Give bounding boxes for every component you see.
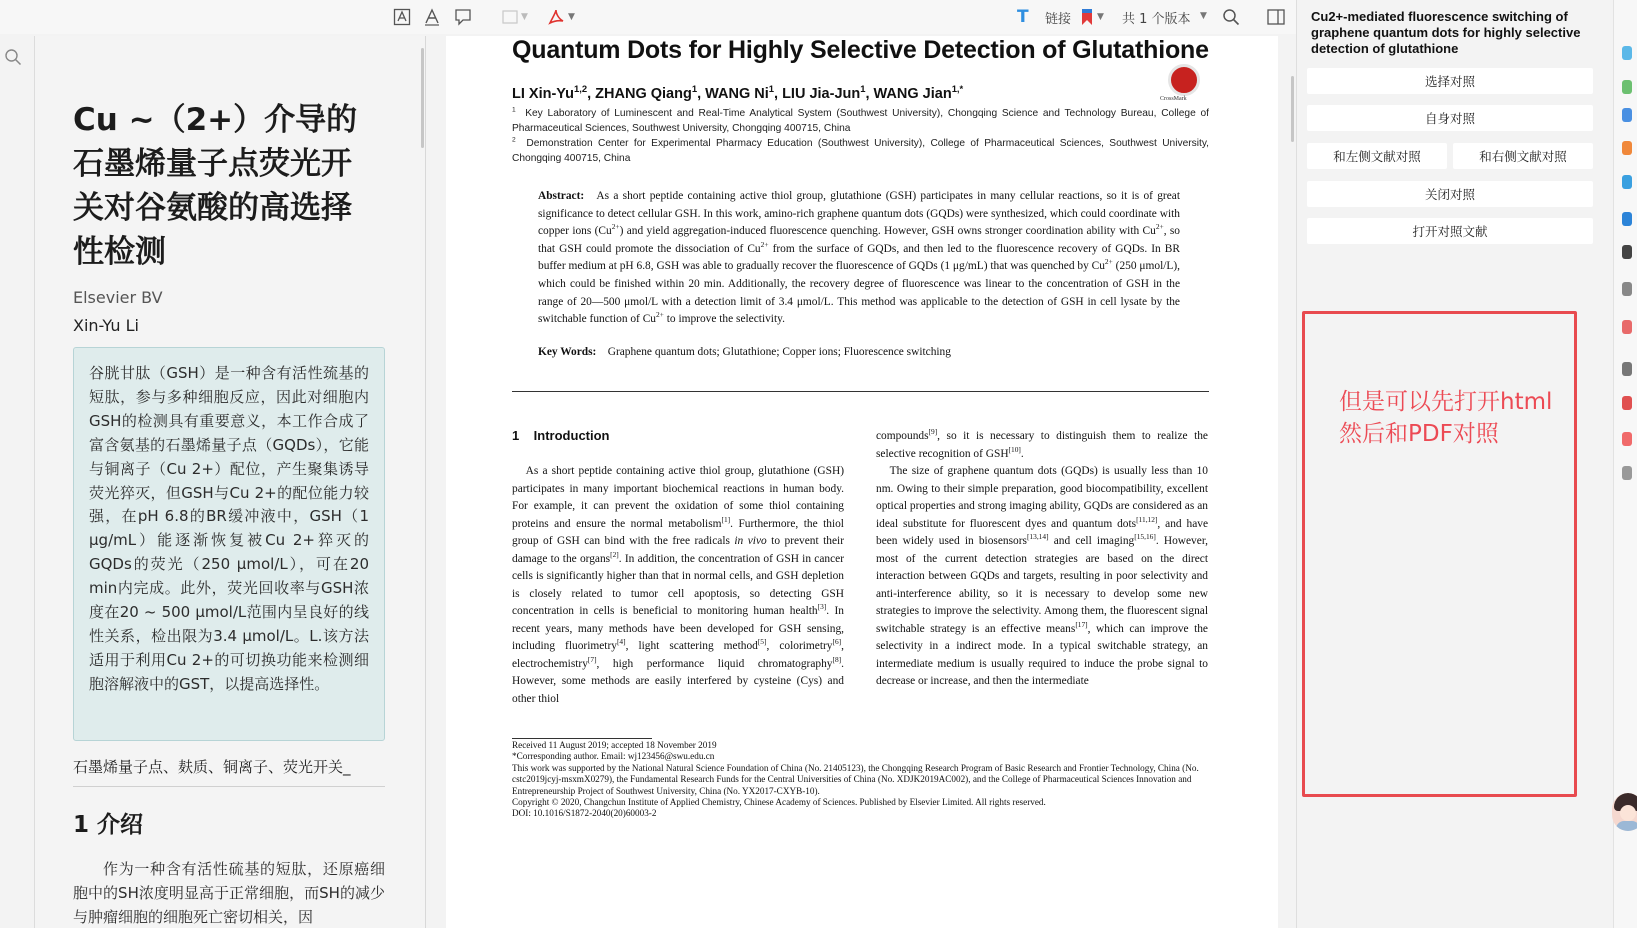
text-cursor-icon[interactable]: T xyxy=(1017,7,1029,27)
pdf-tool-icon[interactable]: ▼ xyxy=(547,6,575,28)
left-scrollbar[interactable] xyxy=(421,48,424,148)
version-selector[interactable]: 共 1 个版本 xyxy=(1122,12,1191,27)
bookmark-icon[interactable]: ▼ xyxy=(1080,6,1104,28)
crossmark-icon[interactable] xyxy=(1168,64,1200,96)
side-tool-icon[interactable] xyxy=(1622,432,1632,446)
pdf-title: Quantum Dots for Highly Selective Detection of Glutathione xyxy=(512,36,1209,64)
pane-divider[interactable] xyxy=(425,36,426,928)
section-heading: 1 介绍 xyxy=(73,812,144,838)
side-tool-icon[interactable] xyxy=(1622,282,1632,296)
translated-html-pane xyxy=(35,36,425,928)
pdf-affiliation-2: $^2$ Demonstration Center for Experimental Pharmacy Education (Southwest University), College of Pharmaceutical Sciences, Southwest University, Chongqing 400715, China xyxy=(512,136,1209,164)
self-compare-button[interactable]: 自身对照 xyxy=(1307,105,1593,131)
side-tool-icon[interactable] xyxy=(1622,362,1632,376)
author: Xin-Yu Li xyxy=(73,316,139,335)
pdf-section-heading: 1 Introduction xyxy=(512,428,610,443)
compare-doc-title: Cu2+-mediated fluorescence switching of graphene quantum dots for highly selective detection of glutathione xyxy=(1311,9,1581,56)
link-button[interactable]: 链接 xyxy=(1045,12,1072,27)
side-tool-icon[interactable] xyxy=(1622,466,1632,480)
pdf-rule xyxy=(512,391,1209,392)
side-tool-icon[interactable] xyxy=(1622,396,1632,410)
pdf-column-right: compounds[9], so it is necessary to distinguish them to realize the selective recognition of GSH[10]. The size of graphene quantum dots (GQDs) is usually less than 10 nm. Owing to their simple preparation, good biocompatibility, excellent optical properties and strong imaging ability, GQDs are considered as an ideal substitute for fluorescent dyes and quantum dots[11,12], and have been widely used in biosensors[13,14] and cell imaging[15,16]. However, most of the current detection strategies are based on the direct interaction between GQDs and targets, resulting in poor selectivity and anti-interference ability, so it is necessary to develop some new strategies to improve the selectivity. Among them, the fluorescent signal switchable strategy is an effective means[17], which can improve the selectivity in a indirect mode. In a typical switchable strategy, an intermediate medium is usually required to induce the probe signal to decrease or increase, and then the intermediate xyxy=(876,427,1208,687)
compare-left-button[interactable]: 和左侧文献对照 xyxy=(1307,143,1447,169)
select-compare-button[interactable]: 选择对照 xyxy=(1307,68,1593,94)
intro-paragraph: 作为一种含有活性硫基的短肽，还原癌细胞中的SH浓度明显高于正常细胞，而SH的减少与肿瘤细胞的细胞死亡密切相关，因 xyxy=(73,860,385,926)
pdf-keywords: Key Words: Graphene quantum dots; Glutathione; Copper ions; Fluorescence switching xyxy=(538,346,951,358)
side-tool-icon[interactable] xyxy=(1622,320,1632,334)
divider xyxy=(73,786,385,787)
search-icon[interactable] xyxy=(1222,6,1240,28)
shape-dropdown-icon[interactable]: ▼ xyxy=(502,6,528,28)
crossmark-label: CrossMark xyxy=(1160,96,1187,102)
side-tool-icon[interactable] xyxy=(1622,141,1632,155)
pdf-scrollbar[interactable] xyxy=(1291,76,1294,142)
close-compare-button[interactable]: 关闭对照 xyxy=(1307,181,1593,207)
open-compare-doc-button[interactable]: 打开对照文献 xyxy=(1307,218,1593,244)
side-toolbar xyxy=(1613,0,1637,928)
annotation-text: 但是可以先打开html然后和PDF对照 xyxy=(1339,389,1553,447)
pdf-abstract: Abstract: As a short peptide containing active thiol group, glutathione (GSH) participates in many cellular reactions, so it is of great significance to detect cellular GSH. In this work, amino-rich graphene quantum dots (GQDs) were synthesized, which could coordinate with copper ions $(Cu^{2+})$ and yield aggregation-induced fluorescence quenching. However, GSH owns stronger coordination ability with $Cu^{2+}$, so that GSH could promote the dissociation of $Cu^{2+}$ from the surface of GQDs, and then led to the fluorescence recovery of GQDs. In BR buffer medium at pH 6.8, GSH was able to gradually recover the fluorescence of GQDs (1 μg/mL) that was quenched by $Cu^{2+}$ (250 μmol/L), which could be finished within 20 min. Additionally, the recovery degree of fluorescence was linear to the concentration of GSH in the range of 20—500 μmol/L with a detection limit of 3.4 μmol/L. This method was applicable to the detection of GSH in cell lysate by the switchable function of $Cu^{2+}$ to improve the selectivity. xyxy=(538,190,1181,326)
side-tool-icon[interactable] xyxy=(1622,212,1632,226)
keywords: 石墨烯量子点、麸质、铜离子、荧光开关_ xyxy=(73,758,351,776)
side-tool-icon[interactable] xyxy=(1622,46,1632,60)
left-search-icon[interactable] xyxy=(0,44,26,70)
note-icon[interactable] xyxy=(454,6,472,28)
abstract-box: 谷胱甘肽（GSH）是一种含有活性巯基的短肽，参与多种细胞反应，因此对细胞内GSH的检测具有重要意义，本工作合成了富含氨基的石墨烯量子点（GQDs），它能与铜离子（Cu 2+）配位，产生聚集诱导荧光猝灭，但GSH与Cu 2+的配位能力较强，在pH 6.8的BR缓冲液中，GSH（1 μg/mL）能逐渐恢复被Cu 2+猝灭的GQDs的荧光（250 μmol/L），可在20 min内完成。此外，荧光回收率与GSH浓度在20 ~ 500 μmol/L范围内呈良好的线性关系，检出限为3.4 μmol/L。L.该方法适用于利用Cu 2+的可切换功能来检测细胞溶解液中的GST，以提高选择性。 xyxy=(73,347,385,741)
side-tool-icon[interactable] xyxy=(1622,80,1632,94)
font-icon[interactable] xyxy=(423,6,441,28)
pdf-page xyxy=(446,36,1278,928)
annotation-box xyxy=(1302,311,1577,797)
pdf-footnote: Received 11 August 2019; accepted 18 November 2019 *Corresponding author. Email: wj123456@swu.edu.cn This work was supported by the National Natural Science Foundation of China (No. 21405123), the Chongqing Research Program of Basic Research and Frontier Technology, China (No. cstc2019jcyj-msxmX0279), the Fundamental Research Funds for the Central Universities of China (No. XDJK2019AC002), and the College of Pharmaceutical Sciences Innovation and Entrepreneurship Project of Southwest University, China (No. YX2017-CXYB-10). Copyright © 2020, Changchun Institute of Applied Chemistry, Chinese Academy of Sciences. Published by Elsevier Limited. All rights reserved. DOI: 10.1016/S1872-2040(20)60003-2 xyxy=(512,740,1199,819)
pdf-authors: LI Xin-Yu$^{1,2}$, ZHANG Qiang$^1$, WANG Ni$^1$, LIU Jia-Jun$^1$, WANG Jian$^{1,*}$ xyxy=(512,83,964,102)
top-toolbar xyxy=(0,0,1300,34)
chevron-down-icon[interactable]: ▼ xyxy=(1200,11,1207,21)
translated-title: Cu ~（2+）介导的石墨烯量子点荧光开关对谷氨酸的高选择性检测 xyxy=(73,102,358,270)
pdf-column-left: As a short peptide containing active thiol group, glutathione (GSH) participates in many important biochemical reactions in human body. For example, it can prevent the oxidation of some thiol containing proteins and ensure the normal metabolism[1]. Furthermore, the thiol group of GSH can bind with the free radicals in vivo to prevent their damage to the organs[2]. In addition, the concentration of GSH in cancer cells is significantly higher than that in normal cells, and GSH depletion is closely related to tumor cell apoptosis, so detecting GSH concentration in cells is beneficial to monitoring human health[3]. In recent years, many methods have been developed for GSH sensing, including fluorimetry[4], light scattering method[5], colorimetry[6], electrochemistry[7], high performance liquid chromatography[8]. However, some methods are easily interfered by cysteine (Cys) and other thiol xyxy=(512,465,844,705)
side-tool-icon[interactable] xyxy=(1622,245,1632,259)
side-tool-icon[interactable] xyxy=(1622,108,1632,122)
compare-right-button[interactable]: 和右侧文献对照 xyxy=(1453,143,1593,169)
compare-panel xyxy=(1297,0,1613,928)
publisher: Elsevier BV xyxy=(73,288,163,307)
pdf-affiliation-1: $^1$ Key Laboratory of Luminescent and Real-Time Analytical System (Southwest University), Chongqing Science and Technology Bureau, College of Pharmaceutical Sciences, Southwest University, Chongqing 400715, China xyxy=(512,106,1209,134)
side-tool-icon[interactable] xyxy=(1622,175,1632,189)
avatar[interactable] xyxy=(1612,793,1637,831)
text-box-icon[interactable] xyxy=(393,6,411,28)
sidebar-toggle-icon[interactable] xyxy=(1267,6,1285,28)
footnote-rule xyxy=(512,738,652,739)
